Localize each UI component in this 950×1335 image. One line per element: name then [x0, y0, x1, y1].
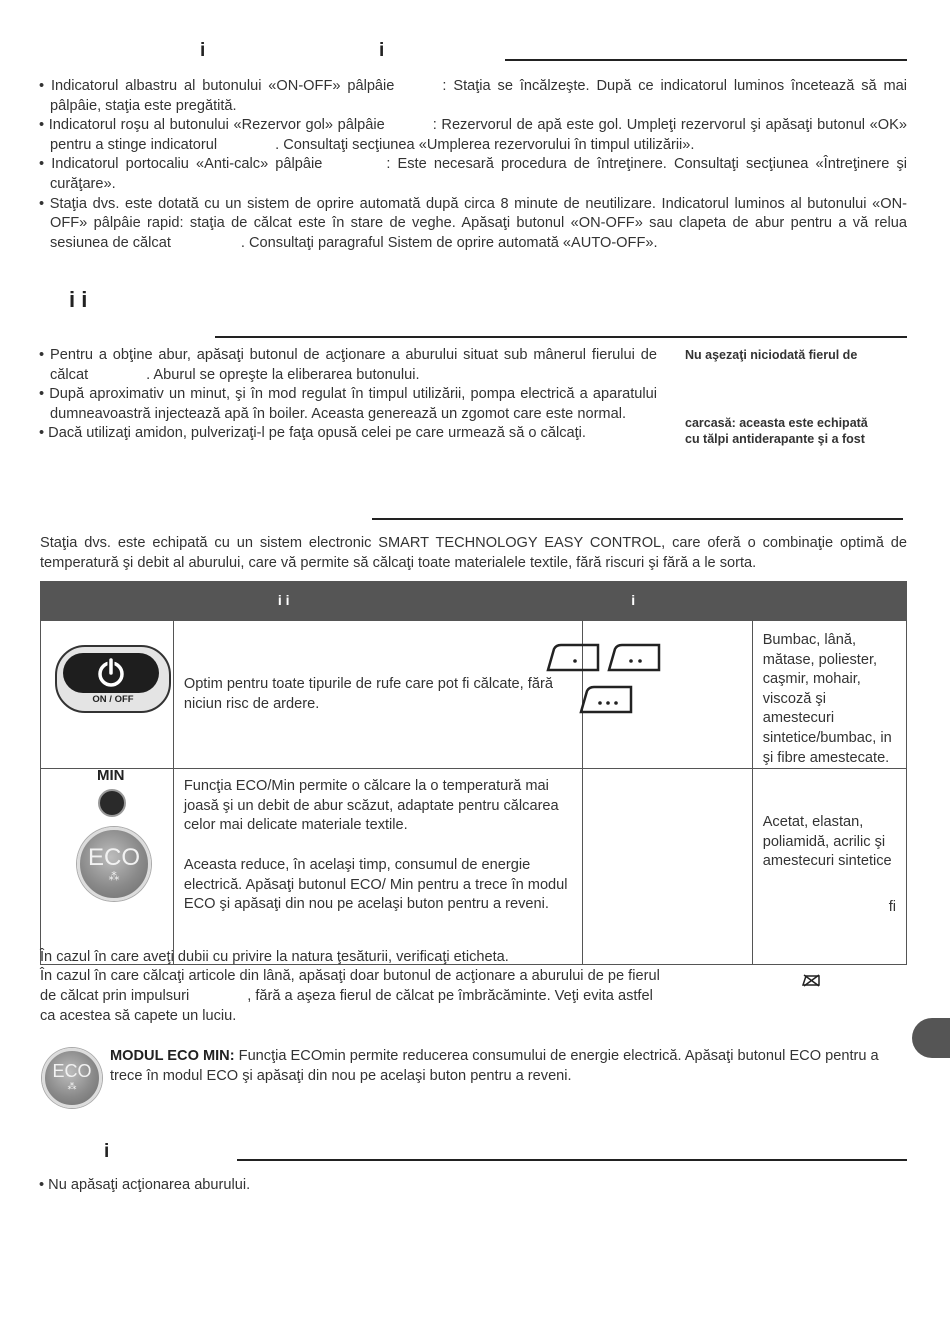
page-tab [912, 1018, 950, 1058]
iron-one-dot-icon [548, 645, 598, 670]
table-row [41, 769, 907, 965]
eco-badge-label: ECO [52, 1061, 92, 1081]
fabrics-text: Acetat, elastan, poliamidă, acrilic şi amestecuri sintetice [762, 814, 892, 870]
wool-note-line: de călcat prin impulsuri , fără a aşeza fierul de călcat pe îmbrăcăminte. Veţi evita astfel [40, 988, 653, 1004]
table-header-cell: i [583, 582, 752, 621]
table-row [41, 621, 907, 769]
on-off-button-face [63, 653, 159, 693]
wool-note-line: În cazul în care călcaţi articole din lână, apăsaţi doar butonul de acţionare a aburului de pe fierul [40, 968, 660, 984]
section2-heading-rule [215, 336, 907, 338]
list-item: • Indicatorul albastru al butonului «ON-OFF» pâlpâie : Staţia se încălzeşte. După ce indicatorul luminos încetează să mai pâlpâie, staţia este pregătită. [39, 78, 908, 114]
section1-bullets [39, 77, 907, 253]
list-item: • Pentru a obţine abur, apăsaţi butonul de acţionare a aburului situat sub mânerul fierului de călcat . Aburul se opreşte la eliberarea butonului. [39, 347, 657, 383]
eco-mode-text: Funcţia ECOmin permite reducerea consumului de energie electrică. Apăsaţi butonul ECO pentru a trece în modul ECO şi apăsaţi din nou pe acelaşi buton pentru a reveni. [110, 1048, 879, 1084]
power-icon [63, 653, 159, 693]
list-item: • După aproximativ un minut, şi în mod regulat în timpul utilizării, pompa electrică a aparatului dumneavoastră injectează apă în boiler. Aceasta generează un zgomot care este normal. [39, 386, 657, 422]
section1-heading-fragment-2: i [379, 40, 385, 61]
section3-intro: Staţia dvs. este echipată cu un sistem electronic SMART TECHNOLOGY EASY CONTROL, care oferă o combinaţie optimă de temperatură şi debit al aburului, care vă permite să călcaţi toate materialele textile, fără riscuri şi fără a le sorta. [40, 535, 907, 571]
steam-drops-icon: ⁂ [108, 871, 120, 883]
eco-button-illustration [77, 827, 151, 901]
on-off-label: ON / OFF [92, 694, 134, 705]
table-cell-fabrics: Bumbac, lână, mătase, poliester, caşmir, mohair, viscoză şi amestecuri sintetice/bumbac, in şi fibre amestecate. [752, 621, 906, 769]
section3-heading-rule [372, 518, 903, 520]
eco-badge-icon [42, 1048, 102, 1108]
side-note-line: cu tălpi antiderapante şi a fost [685, 432, 865, 446]
fabrics-extra: fi [888, 898, 896, 915]
side-note-line: carcasă: aceasta este echipată [685, 416, 868, 430]
iron-three-dots-icon [581, 687, 631, 712]
min-indicator-icon [98, 789, 126, 817]
side-note-line: Nu aşezaţi niciodată fierul de [685, 348, 858, 362]
table-cell-description [173, 769, 582, 965]
wool-note-line: ca acestea să capete un luciu. [40, 1008, 237, 1024]
table-header-cell [41, 582, 174, 621]
table-cell-description: Optim pentru toate tipurile de rufe care pot fi călcate, fără niciun risc de ardere. [173, 621, 582, 769]
eco-mode-paragraph [110, 1047, 907, 1086]
fabric-note: În cazul în care aveţi dubii cu privire la natura ţesăturii, verificaţi eticheta. [40, 949, 509, 965]
list-item: • Indicatorul roşu al butonului «Rezervor gol» pâlpâie : Rezervorul de apă este gol. Umpleţi rezervorul şi apăsaţi butonul «OK» pentru a stinge indicatorul . Consultaţi secţiunea «Umplerea rezervorului în timpul utilizării». [39, 117, 907, 153]
table-header-row [41, 582, 907, 621]
list-item: • Dacă utilizaţi amidon, pulverizaţi-l pe faţa opusă celei pe care urmează să o călcaţi. [39, 425, 586, 442]
table-cell-fabrics [752, 769, 906, 965]
iron-two-dots-icon [609, 645, 659, 670]
list-item: • Nu apăsaţi acţionarea aburului. [39, 1177, 251, 1193]
iron-temperature-icons [543, 638, 663, 722]
section1-heading-rule [505, 59, 907, 61]
section2-bullets [39, 346, 657, 444]
section2-heading-fragment: i i [69, 287, 88, 312]
table-header-cell: i i [173, 582, 582, 621]
description-paragraph: Funcţia ECO/Min permite o călcare la o temperatură mai joasă şi un debit de abur scăzut, adaptate pentru călcarea celor mai delicate materiale textile. [183, 778, 559, 834]
eco-button-label: ECO [87, 844, 140, 871]
on-off-button-illustration [55, 645, 171, 713]
description-paragraph: Aceasta reduce, în acelaşi timp, consumul de energie electrică. Apăsaţi butonul ECO/ Min pentru a trece în modul ECO şi apăsaţi din nou pe acelaşi buton pentru a reveni. [183, 856, 568, 913]
mode-table [40, 581, 907, 965]
list-item: • Staţia dvs. este dotată cu un sistem de oprire automată după circa 8 minute de neutilizare. Indicatorul luminos al butonului «ON-OFF» pâlpâie rapid: staţia de călcat este în stare de veghe. Apăsaţi butonul «ON-OFF» sau clapeta de abur pentru a vă relua sesiunea de călcat . Consultaţi paragraful Sistem de oprire automată «AUTO-OFF». [39, 195, 907, 251]
no-steam-care-icon [801, 973, 821, 987]
table-header-cell [752, 582, 906, 621]
section1-heading-fragment-1: i [200, 40, 206, 61]
list-item: • Indicatorul portocaliu «Anti-calc» pâlpâie : Este necesară procedura de întreţinere. Consultaţi secţiunea «Întreţinere şi curăţare». [39, 156, 907, 192]
section4-heading-rule [237, 1159, 907, 1161]
table-cell-iron-symbols [583, 769, 752, 965]
steam-drops-icon: ⁂ [67, 1081, 77, 1091]
side-note [685, 347, 910, 447]
eco-mode-title: MODUL ECO MIN: [110, 1048, 235, 1064]
min-label: MIN [97, 767, 125, 784]
section4-heading-fragment: i [104, 1141, 110, 1162]
